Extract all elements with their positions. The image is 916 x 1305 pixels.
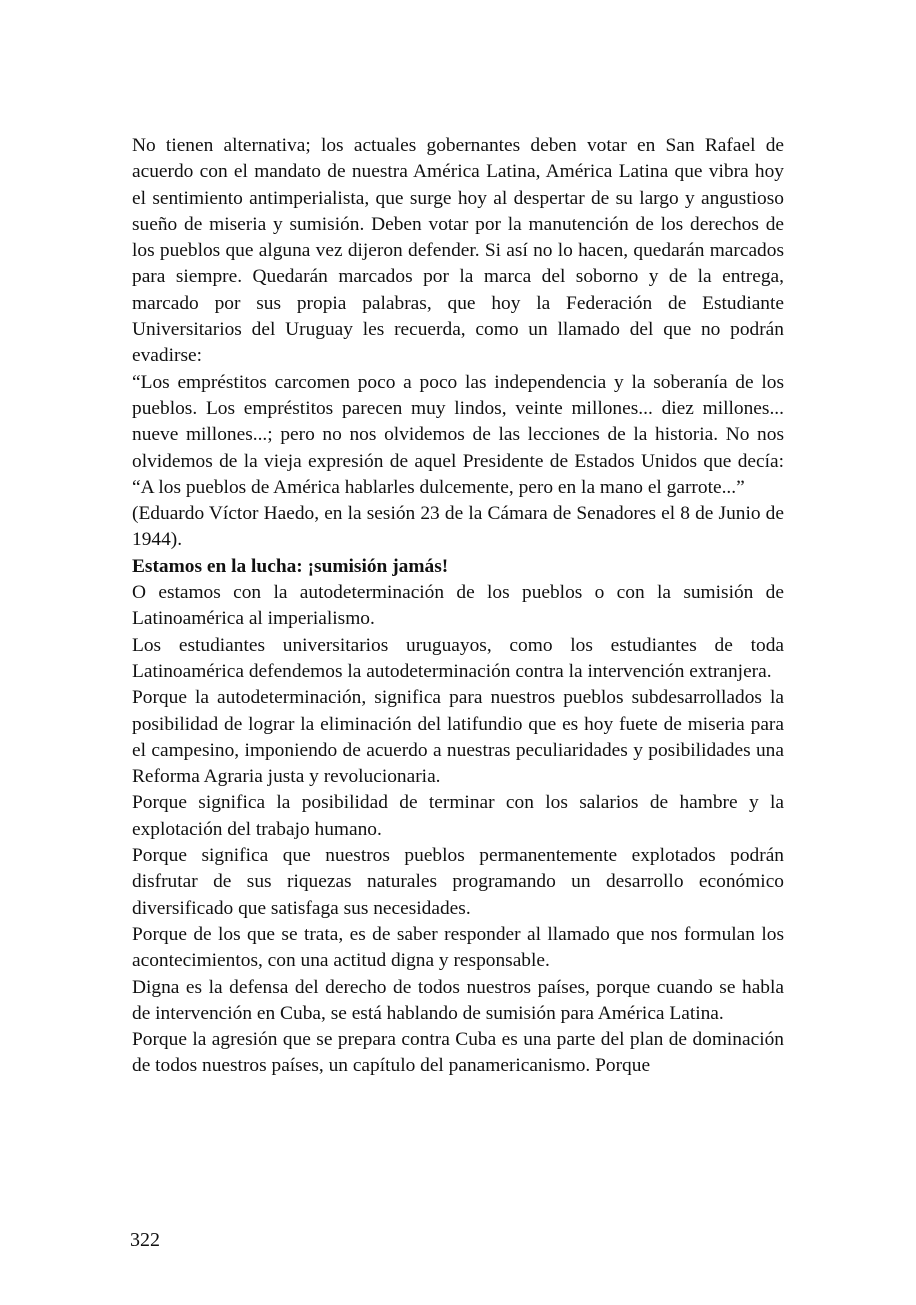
- paragraph-1: No tienen alternativa; los actuales gobernantes deben votar en San Rafael de acuerdo con el mandato de nuestra América Latina, América Latina que vibra hoy el sentimiento antimperialista, que surge hoy al despertar de su largo y angustioso sueño de miseria y sumisión. Deben votar por la manutención de los derechos de los pueblos que alguna vez dijeron defender. Si así no lo hacen, quedarán marcados para siempre. Quedarán marcados por la marca del soborno y de la entrega, marcado por sus propia palabras, que hoy la Federación de Estudiante Universitarios del Uruguay les recuerda, como un llamado del que no podrán evadirse:: [132, 135, 784, 367]
- paragraph-6: Porque significa que nuestros pueblos permanentemente explotados podrán disfrutar de sus riquezas naturales programando un desarrollo económico diversificado que satisfaga sus necesidades.: [132, 845, 784, 919]
- section-heading: Estamos en la lucha: ¡sumisión jamás!: [132, 555, 449, 577]
- paragraph-3: Los estudiantes universitarios uruguayos, como los estudiantes de toda Latinoamérica defendemos la autodeterminación contra la intervención extranjera.: [132, 634, 784, 682]
- paragraph-5: Porque significa la posibilidad de terminar con los salarios de hambre y la explotación del trabajo humano.: [132, 792, 784, 840]
- paragraph-7: Porque de los que se trata, es de saber responder al llamado que nos formulan los acontecimientos, con una actitud digna y responsable.: [132, 923, 784, 972]
- paragraph-4: Porque la autodeterminación, significa para nuestros pueblos subdesarrollados la posibilidad de lograr la eliminación del latifundio que es hoy fuete de miseria para el campesino, imponiendo de acuerdo a nuestras peculiaridades y posibilidades una Reforma Agraria justa y revolucionaria.: [132, 687, 784, 788]
- quote-paragraph-1: “Los empréstitos carcomen poco a poco las independencia y la soberanía de los pueblos. Los empréstitos parecen muy lindos, veinte millones... diez millones... nueve millones...; pero no nos olvidemos de las lecciones de la historia. No nos olvidemos de la vieja expresión de aquel Presidente de Estados Unidos que decía: “A los pueblos de América hablarles dulcemente, pero en la mano el garrote...”: [132, 371, 784, 498]
- paragraph-8: Digna es la defensa del derecho de todos nuestros países, porque cuando se habla de intervención en Cuba, se está hablando de sumisión para América Latina.: [132, 976, 784, 1024]
- page-body: [132, 133, 784, 1080]
- quote-citation: (Eduardo Víctor Haedo, en la sesión 23 de la Cámara de Senadores el 8 de Junio de 1944).: [132, 503, 784, 551]
- paragraph-2: O estamos con la autodeterminación de los pueblos o con la sumisión de Latinoamérica al imperialismo.: [132, 582, 784, 630]
- page-number: 322: [130, 1229, 160, 1251]
- paragraph-9: Porque la agresión que se prepara contra Cuba es una parte del plan de dominación de todos nuestros países, un capítulo del panamericanismo. Porque: [132, 1029, 784, 1077]
